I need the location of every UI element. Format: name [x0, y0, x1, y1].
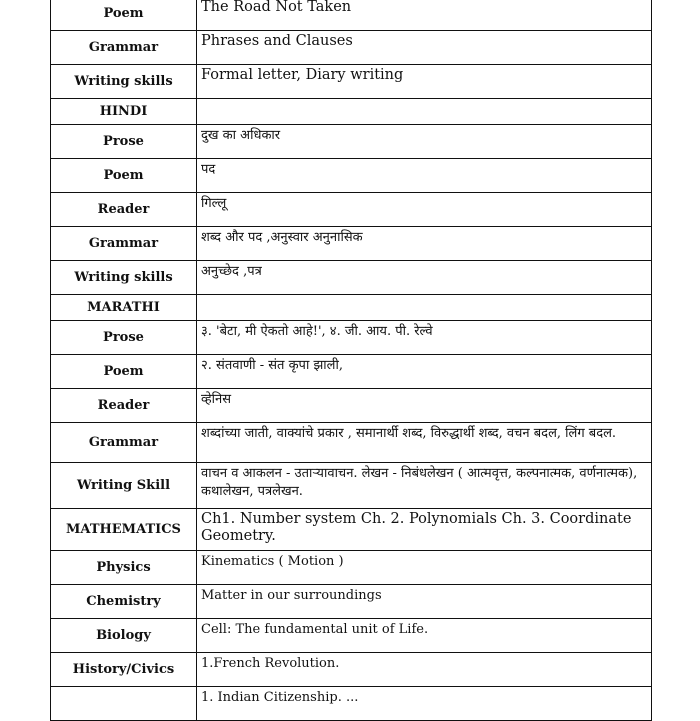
row-label: MATHEMATICS	[51, 509, 197, 551]
table-row	[51, 653, 652, 687]
row-value: गिल्लू	[197, 193, 652, 227]
row-value: Cell: The fundamental unit of Life.	[197, 619, 652, 653]
table-row	[51, 31, 652, 65]
table-row	[51, 65, 652, 99]
row-value: Ch1. Number system Ch. 2. Polynomials Ch. 3. Coordinate Geometry.	[197, 509, 652, 551]
table-row	[51, 423, 652, 463]
row-label: Reader	[51, 389, 197, 423]
section-row-hindi	[51, 99, 652, 125]
table-row	[51, 355, 652, 389]
row-value: 1.French Revolution.	[197, 653, 652, 687]
section-heading: MARATHI	[51, 295, 197, 321]
table-row	[51, 509, 652, 551]
table-row	[51, 261, 652, 295]
row-value: शब्दांच्या जाती, वाक्यांचे प्रकार , समानार्थी शब्द, विरुद्धार्थी शब्द, वचन बदल, लिंग बदल.	[197, 423, 652, 463]
row-value: Kinematics ( Motion )	[197, 551, 652, 585]
table-row	[51, 159, 652, 193]
row-value: 1. Indian Citizenship. ...	[197, 687, 652, 721]
row-value: अनुच्छेद ,पत्र	[197, 261, 652, 295]
row-value: ३. 'बेटा, मी ऐकतो आहे!', ४. जी. आय. पी. रेल्वे	[197, 321, 652, 355]
row-value	[197, 295, 652, 321]
row-value: वाचन व आकलन - उताऱ्यावाचन. लेखन - निबंधलेखन ( आत्मवृत्त, कल्पनात्मक, वर्णनात्मक), कथालेखन, पत्रलेखन.	[197, 463, 652, 509]
table-row	[51, 0, 652, 31]
row-label: Poem	[51, 355, 197, 389]
row-label: Grammar	[51, 423, 197, 463]
table-row	[51, 619, 652, 653]
row-value: The Road Not Taken	[197, 0, 652, 31]
row-value: शब्द और पद ,अनुस्वार अनुनासिक	[197, 227, 652, 261]
row-label: Biology	[51, 619, 197, 653]
row-label: Prose	[51, 125, 197, 159]
row-label: Writing skills	[51, 65, 197, 99]
table-row	[51, 585, 652, 619]
section-heading: HINDI	[51, 99, 197, 125]
table-row	[51, 389, 652, 423]
row-label: Chemistry	[51, 585, 197, 619]
row-label: Prose	[51, 321, 197, 355]
row-label: Physics	[51, 551, 197, 585]
row-value: व्हेनिस	[197, 389, 652, 423]
row-label	[51, 687, 197, 721]
row-value: Formal letter, Diary writing	[197, 65, 652, 99]
row-value: २. संतवाणी - संत कृपा झाली,	[197, 355, 652, 389]
syllabus-table	[50, 0, 652, 721]
row-value: Matter in our surroundings	[197, 585, 652, 619]
row-value: दुख का अधिकार	[197, 125, 652, 159]
row-label: Reader	[51, 193, 197, 227]
row-value	[197, 99, 652, 125]
table-row	[51, 687, 652, 721]
table-row	[51, 227, 652, 261]
table-row	[51, 551, 652, 585]
row-value: पद	[197, 159, 652, 193]
section-row-marathi	[51, 295, 652, 321]
table-row	[51, 321, 652, 355]
table-row	[51, 193, 652, 227]
row-label: Poem	[51, 159, 197, 193]
row-label: Grammar	[51, 227, 197, 261]
row-label: Poem	[51, 0, 197, 31]
row-label: Grammar	[51, 31, 197, 65]
table-row	[51, 463, 652, 509]
table-row	[51, 125, 652, 159]
row-label: Writing skills	[51, 261, 197, 295]
row-label: Writing Skill	[51, 463, 197, 509]
row-label: History/Civics	[51, 653, 197, 687]
row-value: Phrases and Clauses	[197, 31, 652, 65]
